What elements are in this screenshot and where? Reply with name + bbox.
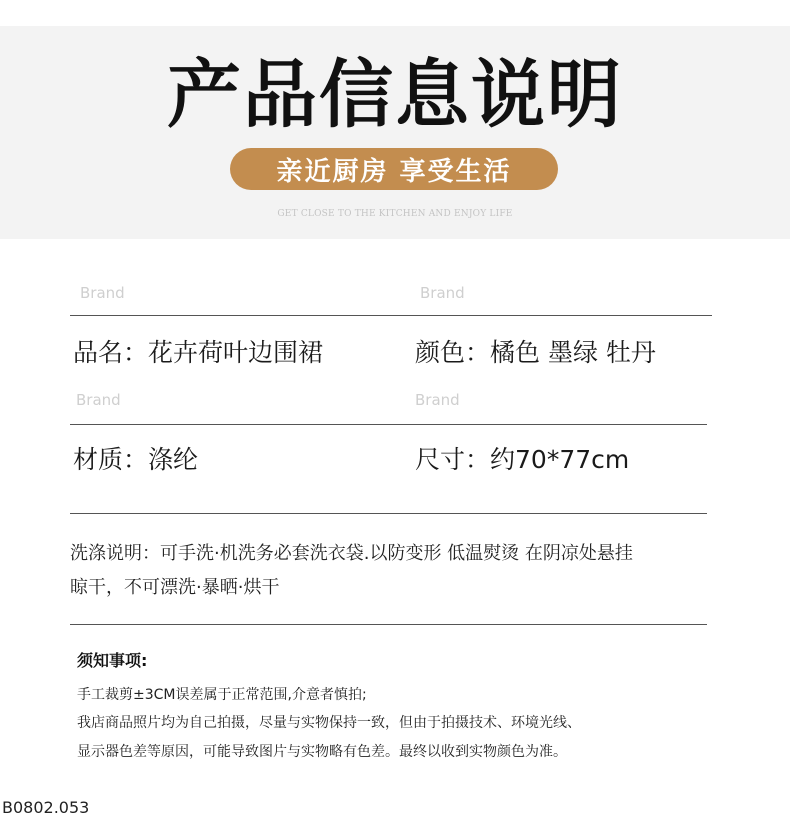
page-title: 产品信息说明 xyxy=(167,52,623,138)
notice-title: 须知事项: xyxy=(77,651,148,670)
notice-line: 显示器色差等原因，可能导致图片与实物略有色差。最终以收到实物颜色为准。 xyxy=(77,744,567,760)
product-name-label: 品名： xyxy=(73,338,149,367)
slogan-pill: 亲近厨房 享受生活 xyxy=(230,148,558,190)
material-value: 涤纶 xyxy=(148,445,199,474)
brand-watermark: Brand xyxy=(76,391,121,409)
product-name-spec xyxy=(73,333,323,369)
divider xyxy=(70,424,707,425)
brand-watermark: Brand xyxy=(80,284,125,302)
material-label: 材质： xyxy=(73,445,149,474)
divider xyxy=(70,624,707,625)
brand-watermark: Brand xyxy=(420,284,465,302)
notice-line: 我店商品照片均为自己拍摄，尽量与实物保持一致，但由于拍摄技术、环境光线、 xyxy=(77,715,581,731)
size-value: 约70*77cm xyxy=(490,445,630,474)
product-name-value: 花卉荷叶边围裙 xyxy=(148,338,324,367)
product-code: B0802.053 xyxy=(2,798,90,817)
divider xyxy=(70,513,707,514)
size-label: 尺寸： xyxy=(415,445,491,474)
size-spec xyxy=(415,440,629,476)
care-instructions-line: 晾干，不可漂洗·暴晒·烘干 xyxy=(70,577,280,598)
slogan-english: GET CLOSE TO THE KITCHEN AND ENJOY LIFE xyxy=(277,209,513,219)
color-value: 橘色 墨绿 牡丹 xyxy=(490,338,656,367)
notice-line: 手工裁剪±3CM误差属于正常范围,介意者慎拍; xyxy=(77,687,367,703)
care-instructions-line: 洗涤说明：可手洗·机洗务必套洗衣袋.以防变形 低温熨烫 在阴凉处悬挂 xyxy=(70,543,633,564)
divider xyxy=(70,315,712,316)
material-spec xyxy=(73,440,198,476)
color-label: 颜色： xyxy=(415,338,491,367)
brand-watermark: Brand xyxy=(415,391,460,409)
color-spec xyxy=(415,333,656,369)
